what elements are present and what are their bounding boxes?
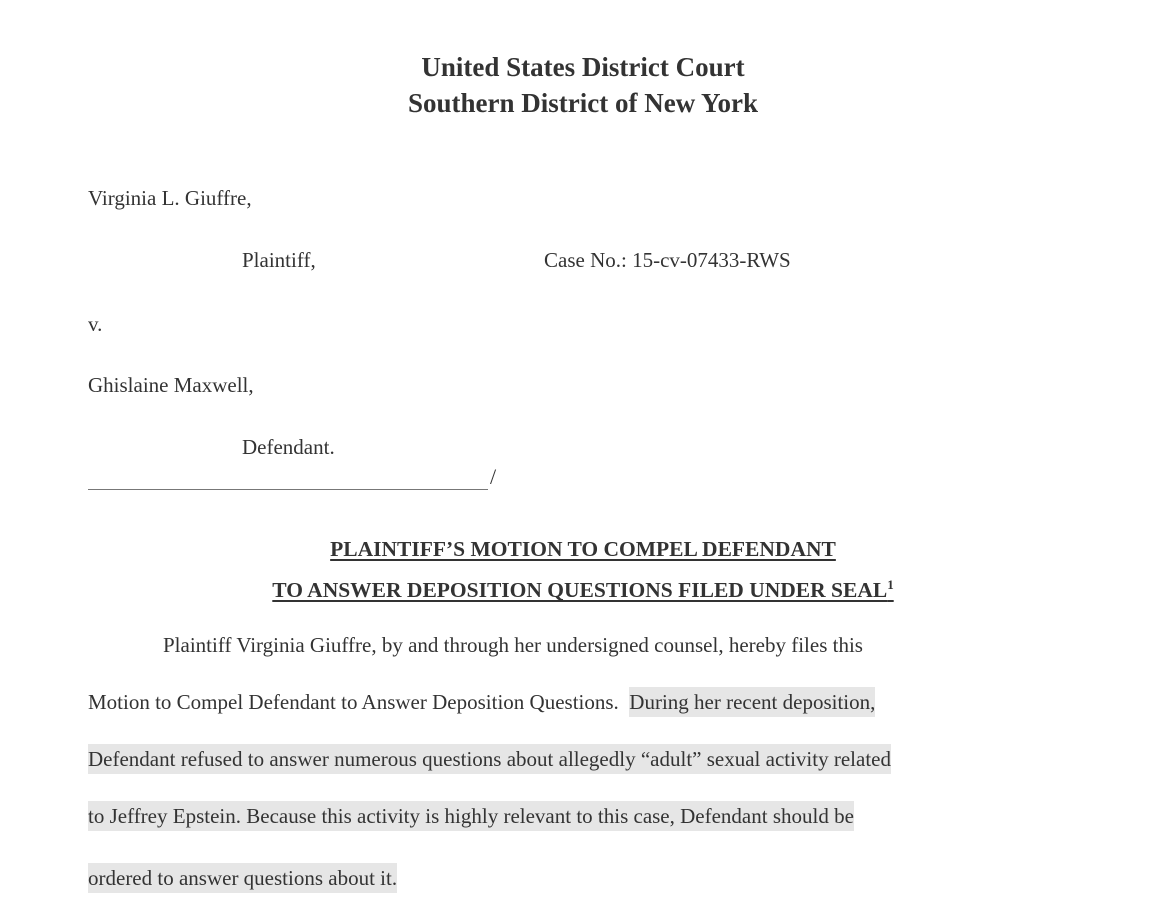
highlighted-text: Defendant refused to answer numerous questions about allegedly “adult” sexual activity related (88, 744, 891, 774)
court-district: Southern District of New York (408, 88, 758, 118)
highlighted-text: to Jeffrey Epstein. Because this activity is highly relevant to this case, Defendant should be (88, 801, 854, 831)
plaintiff-role: Plaintiff, (242, 248, 316, 272)
body-line-1: Plaintiff Virginia Giuffre, by and through her undersigned counsel, hereby files this (163, 633, 863, 657)
motion-title-line2-text: TO ANSWER DEPOSITION QUESTIONS FILED UNDER SEAL (272, 578, 888, 603)
caption-divider-slash: / (490, 464, 497, 489)
body-line-3 (88, 747, 891, 772)
versus-label: v. (88, 312, 103, 336)
court-name: United States District Court (421, 52, 745, 82)
motion-title-line2 (0, 577, 1156, 603)
plaintiff-name: Virginia L. Giuffre, (88, 186, 252, 210)
motion-title-line1: PLAINTIFF’S MOTION TO COMPEL DEFENDANT (330, 537, 836, 561)
caption-divider-line (88, 489, 488, 490)
body-line-4 (88, 804, 854, 829)
defendant-name: Ghislaine Maxwell, (88, 373, 254, 397)
highlighted-text: ordered to answer questions about it. (88, 863, 397, 893)
highlighted-text: During her recent deposition, (629, 687, 875, 717)
body-line-5 (88, 866, 397, 891)
defendant-role: Defendant. (242, 435, 335, 459)
case-number: Case No.: 15-cv-07433-RWS (544, 248, 791, 272)
footnote-marker: 1 (887, 577, 894, 592)
body-line-2 (88, 690, 875, 715)
body-line-2-text: Motion to Compel Defendant to Answer Deposition Questions. (88, 690, 619, 714)
